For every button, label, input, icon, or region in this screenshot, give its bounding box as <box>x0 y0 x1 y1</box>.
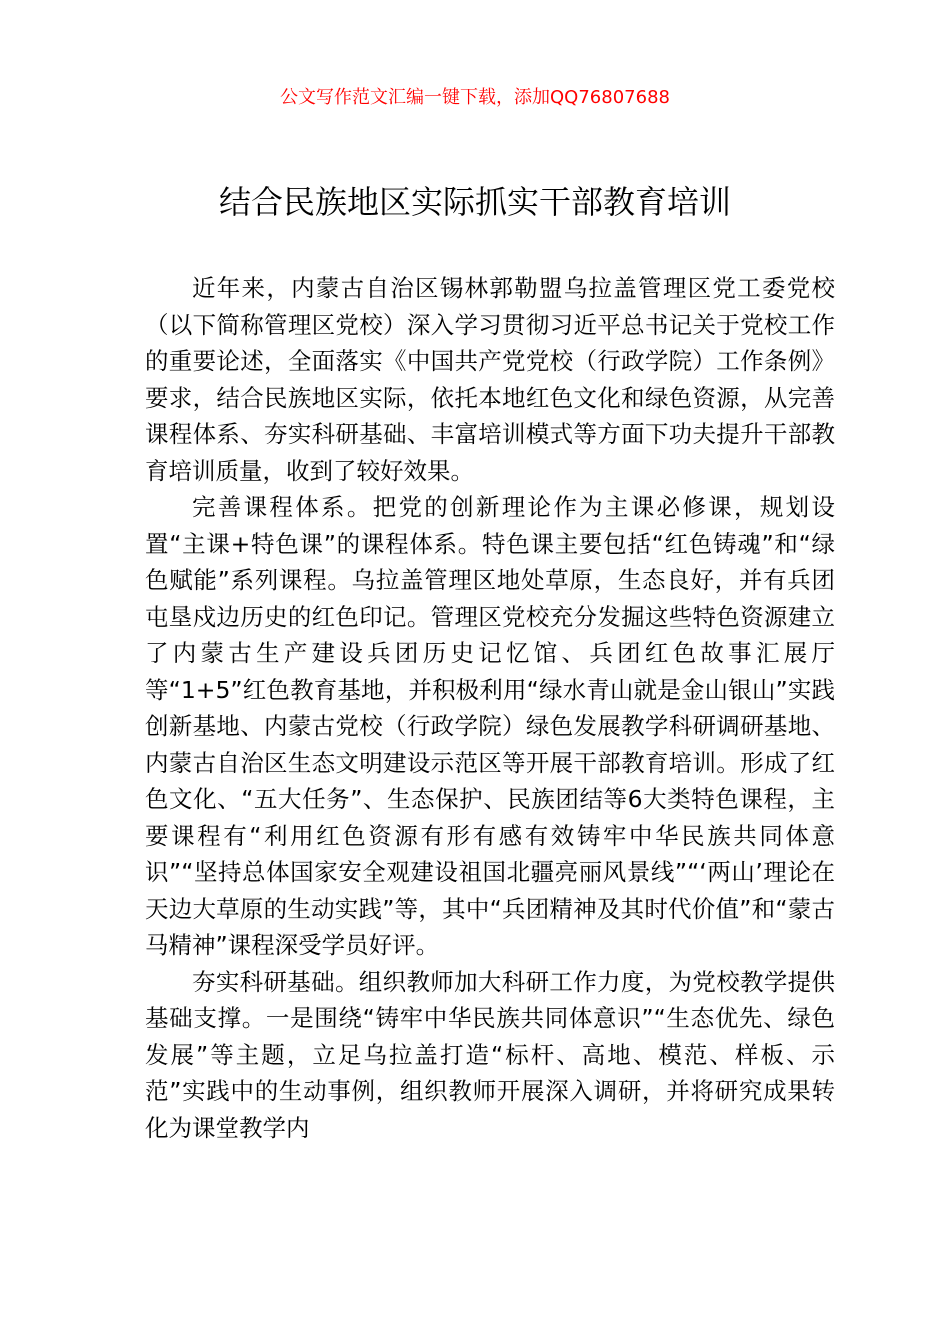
paragraph-research: 夯实科研基础。组织教师加大科研工作力度，为党校教学提供基础支撑。一是围绕“铸牢中华民族共同体意识”“生态优先、绿色发展”等主题，立足乌拉盖打造“标杆、高地、模范、样板、示范”实践中的生动事例，组织教师开展深入调研，并将研究成果转化为课堂教学内 <box>145 967 835 1142</box>
document-body <box>145 270 835 1146</box>
download-notice: 公文写作范文汇编一键下载，添加QQ76807688 <box>280 87 670 108</box>
paragraph-intro: 近年来，内蒙古自治区锡林郭勒盟乌拉盖管理区党工委党校（以下简称管理区党校）深入学习贯彻习近平总书记关于党校工作的重要论述，全面落实《中国共产党党校（行政学院）工作条例》要求，结合民族地区实际，依托本地红色文化和绿色资源，从完善课程体系、夯实科研基础、丰富培训模式等方面下功夫提升干部教育培训质量，收到了较好效果。 <box>145 274 835 485</box>
document-title: 结合民族地区实际抓实干部教育培训 <box>218 183 731 221</box>
paragraph-curriculum: 完善课程体系。把党的创新理论作为主课必修课，规划设置“主课+特色课”的课程体系。特色课主要包括“红色铸魂”和“绿色赋能”系列课程。乌拉盖管理区地处草原，生态良好，并有兵团屯垦戍边历史的红色印记。管理区党校充分发掘这些特色资源建立了内蒙古生产建设兵团历史记忆馆、兵团红色故事汇展厅等“1+5”红色教育基地，并积极利用“绿水青山就是金山银山”实践创新基地、内蒙古党校（行政学院）绿色发展教学科研调研基地、内蒙古自治区生态文明建设示范区等开展干部教育培训。形成了红色文化、“五大任务”、生态保护、民族团结等6大类特色课程，主要课程有“利用红色资源有形有感有效铸牢中华民族共同体意识”“坚持总体国家安全观建设祖国北疆亮丽风景线”“‘两山’理论在天边大草原的生动实践”等，其中“兵团精神及其时代价值”和“蒙古马精神”课程深受学员好评。 <box>145 493 835 959</box>
